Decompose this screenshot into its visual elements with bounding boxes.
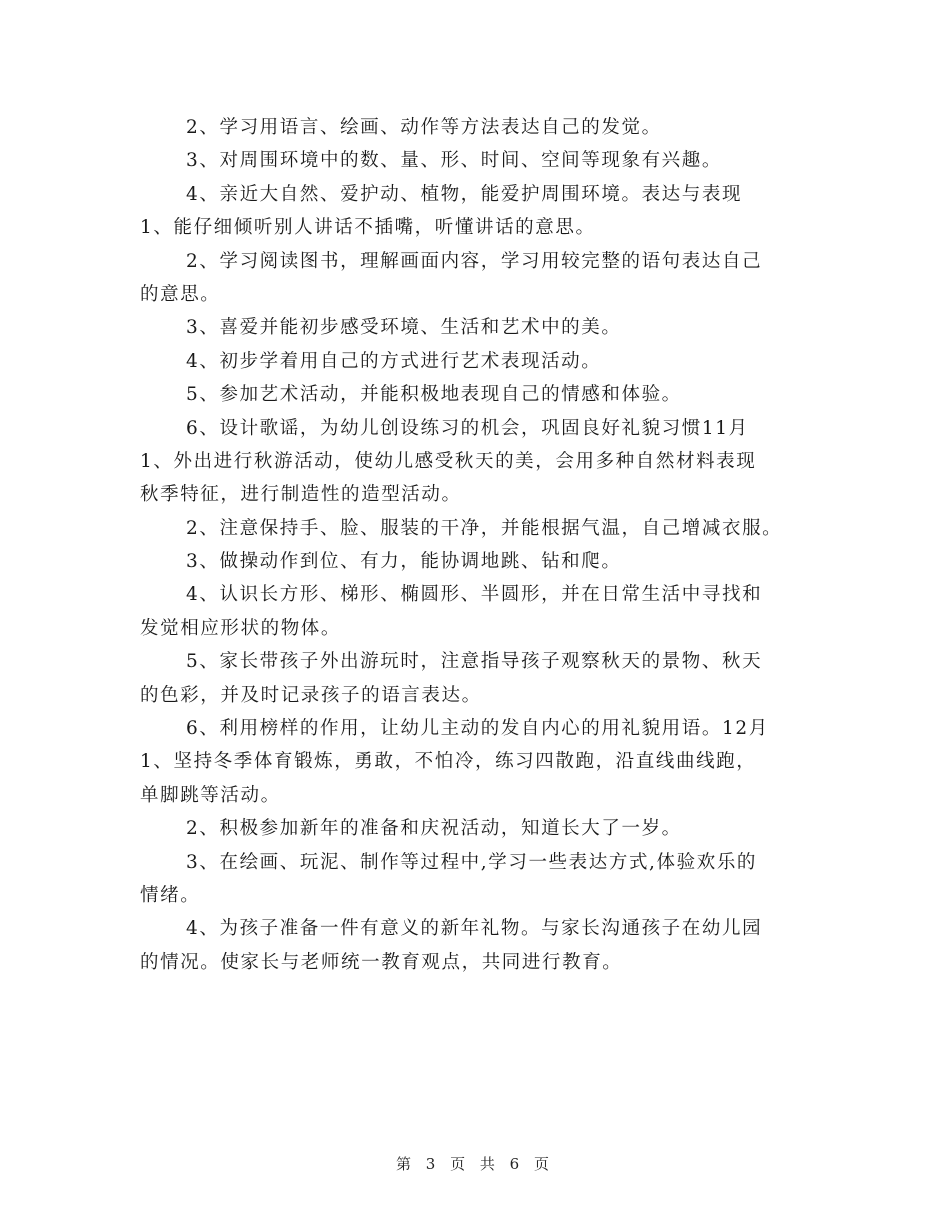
text-line: 6、利用榜样的作用，让幼儿主动的发自内心的用礼貌用语。12月 bbox=[186, 718, 769, 740]
document-body bbox=[140, 111, 810, 979]
text-line: 4、为孩子准备一件有意义的新年礼物。与家长沟通孩子在幼儿园 bbox=[186, 918, 763, 940]
text-line: 4、初步学着用自己的方式进行艺术表现活动。 bbox=[186, 350, 602, 372]
text-line: 3、喜爱并能初步感受环境、生活和艺术中的美。 bbox=[186, 317, 622, 339]
text-line: 情绪。 bbox=[140, 884, 201, 906]
text-line: 2、学习阅读图书，理解画面内容，学习用较完整的语句表达自己 bbox=[186, 250, 763, 272]
text-line: 发觉相应形状的物体。 bbox=[140, 617, 342, 639]
text-line: 5、参加艺术活动，并能积极地表现自己的情感和体验。 bbox=[186, 384, 682, 406]
text-line: 5、家长带孩子外出游玩时，注意指导孩子观察秋天的景物、秋天 bbox=[186, 651, 763, 673]
text-line: 3、对周围环境中的数、量、形、时间、空间等现象有兴趣。 bbox=[186, 150, 722, 172]
text-line: 1、能仔细倾听别人讲话不插嘴，听懂讲话的意思。 bbox=[140, 217, 596, 239]
text-line: 6、设计歌谣，为幼儿创设练习的机会，巩固良好礼貌习惯11月 bbox=[186, 417, 749, 439]
text-line: 1、坚持冬季体育锻炼，勇敢，不怕冷，练习四散跑，沿直线曲线跑， bbox=[140, 751, 757, 773]
text-line: 2、积极参加新年的准备和庆祝活动，知道长大了一岁。 bbox=[186, 818, 682, 840]
text-line: 3、在绘画、玩泥、制作等过程中,学习一些表达方式,体验欢乐的 bbox=[186, 851, 758, 873]
text-line: 的意思。 bbox=[140, 283, 221, 305]
text-line: 单脚跳等活动。 bbox=[140, 784, 281, 806]
text-line: 2、注意保持手、脸、服装的干净，并能根据气温，自己增减衣服。 bbox=[186, 517, 783, 539]
text-line: 的色彩，并及时记录孩子的语言表达。 bbox=[140, 684, 482, 706]
text-line: 的情况。使家长与老师统一教育观点，共同进行教育。 bbox=[140, 951, 623, 973]
text-line: 秋季特征，进行制造性的造型活动。 bbox=[140, 484, 462, 506]
text-line: 4、认识长方形、梯形、椭圆形、半圆形，并在日常生活中寻找和 bbox=[186, 584, 763, 606]
page-footer: 第 3 页 共 6 页 bbox=[396, 1155, 554, 1173]
text-line: 4、亲近大自然、爱护动、植物，能爱护周围环境。表达与表现 bbox=[186, 183, 743, 205]
text-line: 3、做操动作到位、有力，能协调地跳、钻和爬。 bbox=[186, 551, 622, 573]
text-line: 1、外出进行秋游活动，使幼儿感受秋天的美，会用多种自然材料表现 bbox=[140, 450, 757, 472]
text-line: 2、学习用语言、绘画、动作等方法表达自己的发觉。 bbox=[186, 117, 662, 138]
